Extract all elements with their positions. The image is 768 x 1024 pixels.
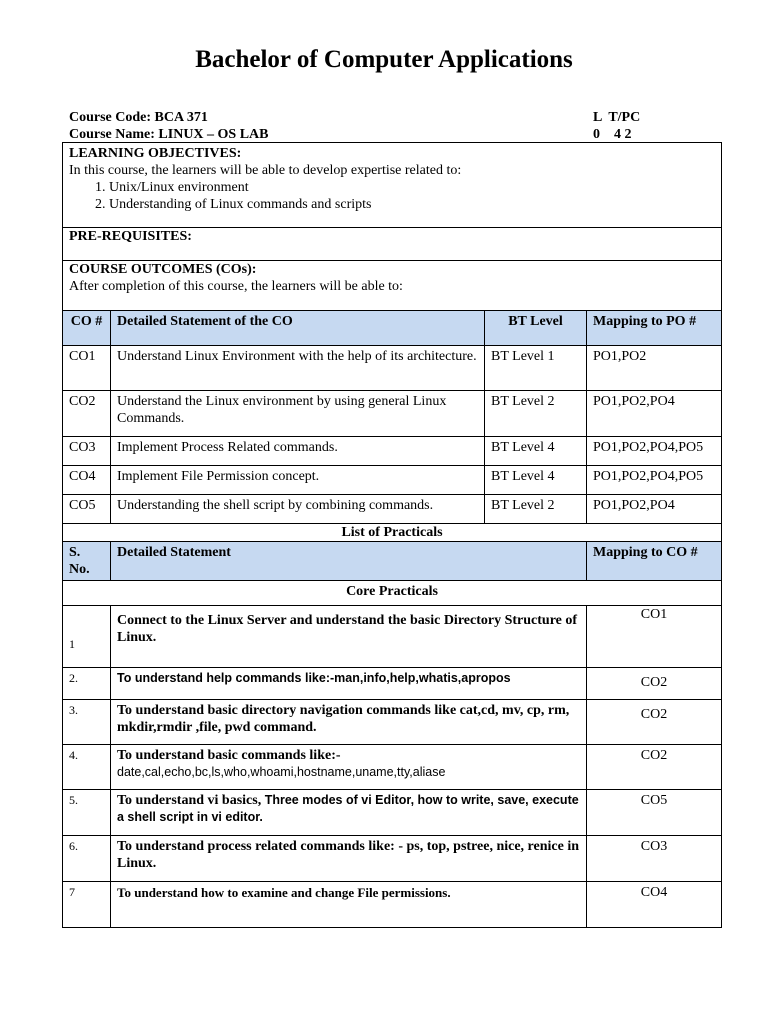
- co-bt-level: BT Level 1: [485, 346, 587, 391]
- course-code: Course Code: BCA 371: [69, 110, 208, 125]
- practical-statement-col-header: Detailed Statement: [111, 542, 587, 581]
- co-id: CO3: [63, 437, 111, 466]
- learning-objectives-list: [69, 179, 715, 213]
- practicals-header-row: [63, 542, 722, 581]
- practical-row: [63, 882, 722, 928]
- practical-number: 2.: [63, 668, 111, 700]
- po-mapping-col-header: Mapping to PO #: [587, 311, 722, 346]
- course-outcomes-cell: [63, 261, 722, 311]
- co-bt-level: BT Level 2: [485, 495, 587, 524]
- practical-row: [63, 745, 722, 790]
- co-id: CO4: [63, 466, 111, 495]
- practical-row: [63, 668, 722, 700]
- practicals-heading-row: [63, 524, 722, 542]
- course-outcomes-heading: COURSE OUTCOMES (COs):: [69, 262, 257, 277]
- co-statement: Implement Process Related commands.: [111, 437, 485, 466]
- co-id: CO5: [63, 495, 111, 524]
- sno-col-header: S. No.: [63, 542, 111, 581]
- practical-statement: [111, 745, 587, 790]
- bt-level-col-header: BT Level: [485, 311, 587, 346]
- prerequisites-row: [63, 228, 722, 261]
- practical-co: CO1: [587, 606, 722, 668]
- practical-row: [63, 700, 722, 745]
- co-statement-col-header: Detailed Statement of the CO: [111, 311, 485, 346]
- co-row: [63, 466, 722, 495]
- co-row: [63, 495, 722, 524]
- co-po-mapping: PO1,PO2: [587, 346, 722, 391]
- practical-statement: [111, 790, 587, 836]
- co-row: [63, 346, 722, 391]
- practical-co: CO5: [587, 790, 722, 836]
- practical-number: 3.: [63, 700, 111, 745]
- course-name: Course Name: LINUX – OS LAB: [69, 127, 269, 142]
- co-mapping-col-header: Mapping to CO #: [587, 542, 722, 581]
- practical-statement-line: To understand basic commands like:-: [117, 748, 341, 763]
- co-bt-level: BT Level 4: [485, 437, 587, 466]
- learning-objectives-cell: [63, 143, 722, 228]
- course-outcomes-row: [63, 261, 722, 311]
- co-col-header: CO #: [63, 311, 111, 346]
- practical-row: [63, 606, 722, 668]
- co-po-mapping: PO1,PO2,PO4,PO5: [587, 466, 722, 495]
- co-id: CO2: [63, 391, 111, 437]
- practical-number: 5.: [63, 790, 111, 836]
- practical-number: 7: [63, 882, 111, 928]
- practical-number: 6.: [63, 836, 111, 882]
- practical-statement: Connect to the Linux Server and understand the basic Directory Structure of Linux.: [111, 606, 587, 668]
- core-practicals-heading: Core Practicals: [63, 581, 722, 606]
- practical-co: CO4: [587, 882, 722, 928]
- learning-objectives-intro: In this course, the learners will be able to develop expertise related to:: [69, 163, 462, 178]
- co-po-mapping: PO1,PO2,PO4,PO5: [587, 437, 722, 466]
- objective-item: 1. Unix/Linux environment: [109, 179, 715, 196]
- practical-number: 4.: [63, 745, 111, 790]
- practicals-heading: List of Practicals: [63, 524, 722, 542]
- page-title: Bachelor of Computer Applications: [195, 46, 573, 73]
- practical-co: CO2: [587, 745, 722, 790]
- co-po-mapping: PO1,PO2,PO4: [587, 391, 722, 437]
- co-statement: Understanding the shell script by combining commands.: [111, 495, 485, 524]
- learning-objectives-row: [63, 143, 722, 228]
- co-statement: Understand Linux Environment with the help of its architecture.: [111, 346, 485, 391]
- practical-co: CO2: [587, 700, 722, 745]
- prerequisites-cell: [63, 228, 722, 261]
- co-statement: Understand the Linux environment by using general Linux Commands.: [111, 391, 485, 437]
- practical-statement: To understand basic directory navigation commands like cat,cd, mv, cp, rm, mkdir,rmdir ,file, pwd command.: [111, 700, 587, 745]
- objective-item: 2. Understanding of Linux commands and scripts: [109, 196, 715, 213]
- co-statement: Implement File Permission concept.: [111, 466, 485, 495]
- co-row: [63, 437, 722, 466]
- course-outcomes-intro: After completion of this course, the learners will be able to:: [69, 279, 403, 294]
- practical-statement: To understand how to examine and change File permissions.: [111, 882, 587, 928]
- prerequisites-heading: PRE-REQUISITES:: [69, 229, 192, 244]
- co-po-mapping: PO1,PO2,PO4: [587, 495, 722, 524]
- ltpc-label: L T/PC: [593, 110, 641, 125]
- co-header-row: [63, 311, 722, 346]
- co-row: [63, 391, 722, 437]
- co-bt-level: BT Level 2: [485, 391, 587, 437]
- co-bt-level: BT Level 4: [485, 466, 587, 495]
- co-id: CO1: [63, 346, 111, 391]
- core-practicals-row: [63, 581, 722, 606]
- practical-statement-line: date,cal,echo,bc,ls,who,whoami,hostname,uname,tty,aliase: [117, 765, 446, 779]
- learning-objectives-heading: LEARNING OBJECTIVES:: [69, 146, 242, 161]
- practical-co: CO3: [587, 836, 722, 882]
- practical-statement-part: Three modes of vi Editor, how to write, save, execute a shell script in vi editor.: [117, 793, 579, 824]
- practical-number: 1: [63, 606, 111, 668]
- practical-row: [63, 836, 722, 882]
- practical-statement-part: To understand vi basics,: [117, 793, 265, 808]
- practical-co: CO2: [587, 668, 722, 700]
- course-table: [62, 142, 722, 928]
- practical-row: [63, 790, 722, 836]
- ltpc-values: 0 4 2: [593, 127, 632, 142]
- practical-statement: To understand process related commands like: - ps, top, pstree, nice, renice in Linux.: [111, 836, 587, 882]
- practical-statement: To understand help commands like:-man,info,help,whatis,apropos: [111, 668, 587, 700]
